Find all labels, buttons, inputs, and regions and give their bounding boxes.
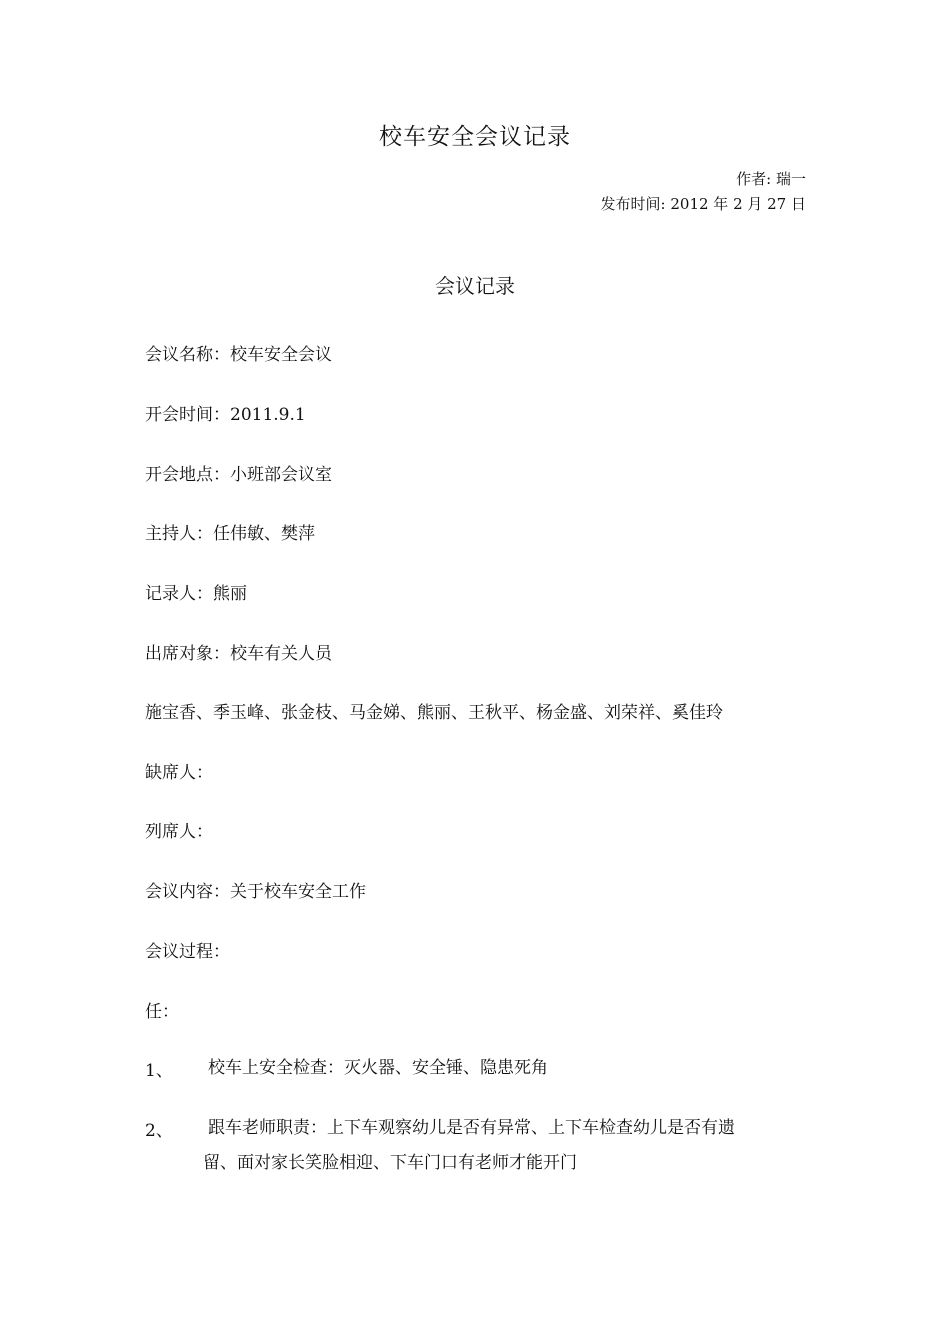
meeting-content-field: 会议内容：关于校车安全工作 — [145, 882, 366, 902]
list-item-text-line-1: 跟车老师职责：上下车观察幼儿是否有异常、上下车检查幼儿是否有遗 — [208, 1118, 735, 1138]
list-item — [145, 1116, 805, 1175]
observers-field: 列席人： — [145, 822, 213, 842]
speaker-field: 任： — [145, 1002, 179, 1022]
list-item-text: 校车上安全检查：灭火器、安全锤、隐患死角 — [208, 1058, 548, 1078]
meeting-process-field: 会议过程： — [145, 942, 230, 962]
meeting-name-field: 会议名称：校车安全会议 — [145, 345, 332, 365]
author-line: 作者: 瑞一 — [736, 170, 806, 188]
attendees-list: 施宝香、季玉峰、张金枝、马金娣、熊丽、王秋平、杨金盛、刘荣祥、奚佳玲 — [145, 703, 723, 723]
list-item-text-line-2: 留、面对家长笑脸相迎、下车门口有老师才能开门 — [203, 1153, 577, 1173]
host-field: 主持人：任伟敏、樊萍 — [145, 524, 315, 544]
recorder-field: 记录人：熊丽 — [145, 584, 247, 604]
list-item-number: 2、 — [145, 1121, 173, 1141]
meeting-location-field: 开会地点：小班部会议室 — [145, 465, 332, 485]
attendees-label-field: 出席对象：校车有关人员 — [145, 644, 332, 664]
meeting-time-field: 开会时间：2011.9.1 — [145, 405, 306, 425]
list-item-number: 1、 — [145, 1061, 173, 1081]
publish-date-line: 发布时间: 2012 年 2 月 27 日 — [600, 195, 806, 213]
list-item — [145, 1056, 805, 1080]
section-title: 会议记录 — [435, 274, 515, 298]
absentees-field: 缺席人： — [145, 763, 213, 783]
document-title: 校车安全会议记录 — [379, 124, 571, 150]
